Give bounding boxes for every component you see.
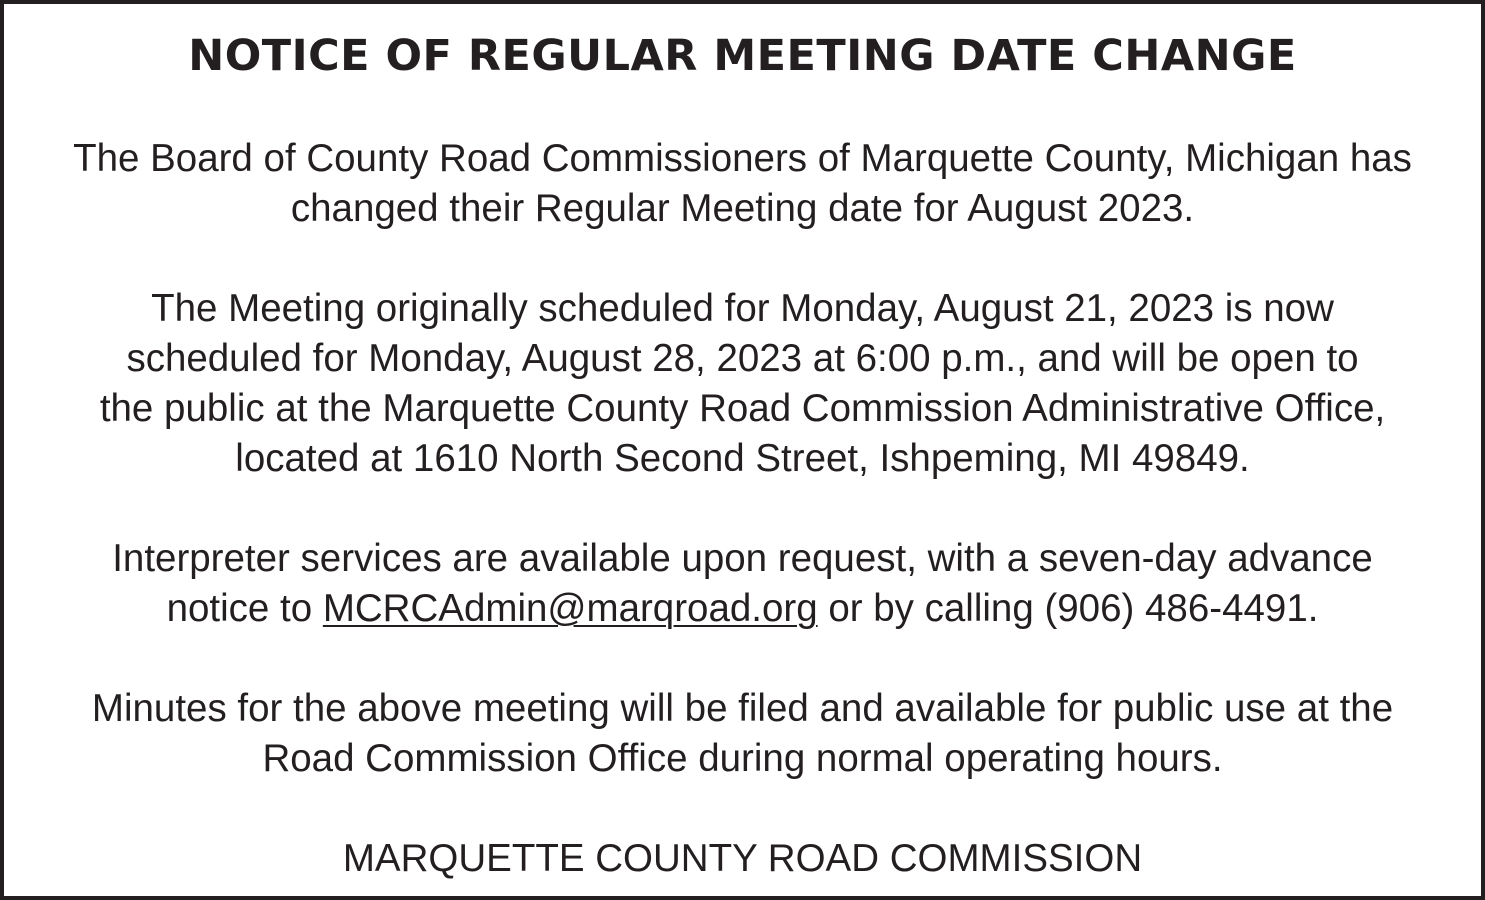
paragraph-line: scheduled for Monday, August 28, 2023 at 6:00 p.m., and will be open to: [126, 337, 1359, 380]
paragraph-line: Road Commission Office during normal operating hours.: [262, 737, 1223, 780]
minutes-paragraph: [4, 684, 1481, 784]
email-link[interactable]: MCRCAdmin@marqroad.org: [322, 587, 818, 630]
paragraph-line: located at 1610 North Second Street, Ishpeming, MI 49849.: [235, 437, 1250, 480]
notice-title: NOTICE OF REGULAR MEETING DATE CHANGE: [188, 31, 1297, 81]
paragraph-line: the public at the Marquette County Road Commission Administrative Office,: [99, 387, 1386, 430]
paragraph-line: Minutes for the above meeting will be filed and available for public use at the: [91, 687, 1394, 730]
notice-to-text: notice to: [166, 587, 323, 630]
paragraph-line: [4, 584, 1481, 634]
signature: MARQUETTE COUNTY ROAD COMMISSION: [342, 837, 1143, 880]
meeting-details-paragraph: [4, 284, 1481, 484]
board-change-paragraph: [4, 134, 1481, 234]
paragraph-line: The Meeting originally scheduled for Monday, August 21, 2023 is now: [151, 287, 1334, 330]
paragraph-line: changed their Regular Meeting date for August 2023.: [290, 187, 1195, 230]
interpreter-services-paragraph: [4, 534, 1481, 634]
paragraph-line: The Board of County Road Commissioners of Marquette County, Michigan has: [73, 137, 1412, 180]
phone-text: or by calling (906) 486-4491.: [817, 587, 1319, 630]
paragraph-line: Interpreter services are available upon request, with a seven-day advance: [112, 537, 1373, 580]
